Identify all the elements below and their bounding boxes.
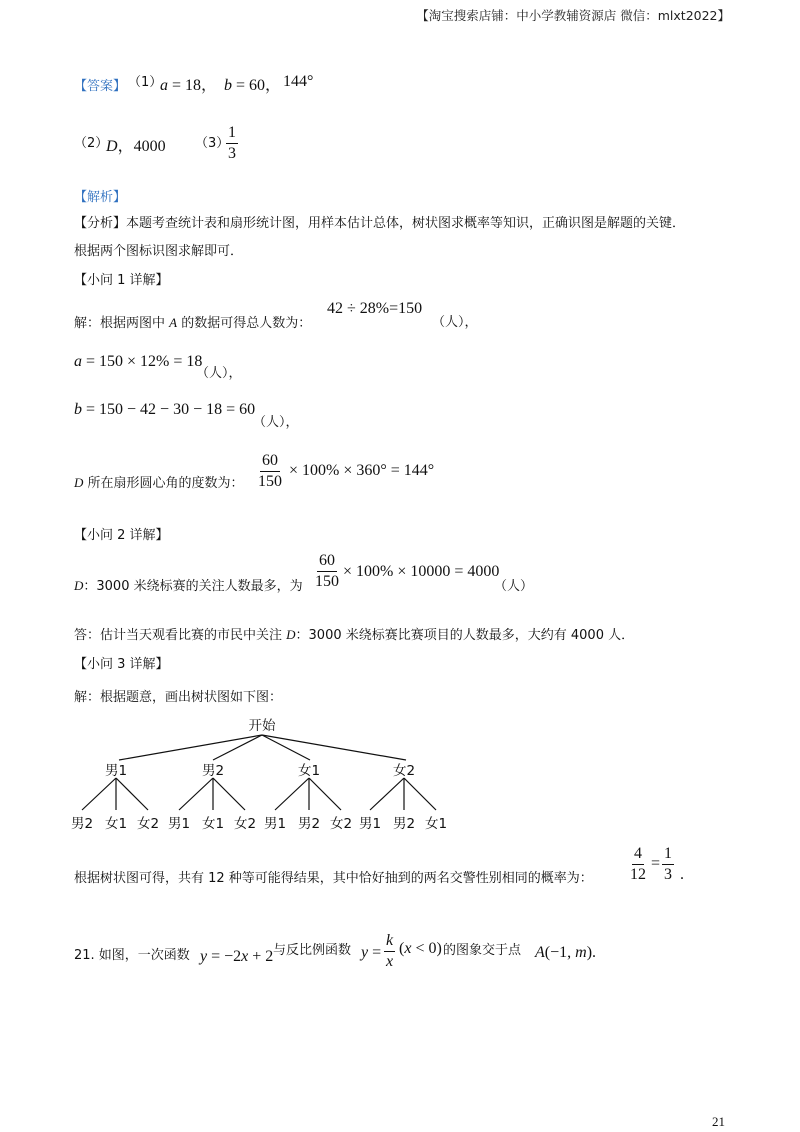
q2-conclusion: 答：估计当天观看比赛的市民中关注 D：3000 米绕标赛比赛项目的人数最多，大约有 4000 人． xyxy=(74,627,635,643)
q2-line-text: D：3000 米绕标赛的关注人数最多，为 xyxy=(74,578,303,594)
q1-line1-text: 解：根据两图中 A 的数据可得总人数为： xyxy=(74,315,312,331)
tree-l2-node: 男1 xyxy=(167,816,191,832)
tree-l1-node: 男1 xyxy=(104,763,128,779)
answer-part3-label: （3） xyxy=(195,136,230,151)
q1-heading: 【小问 1 详解】 xyxy=(74,273,169,288)
branch-2-1 xyxy=(179,778,213,810)
q3-equals: = xyxy=(651,855,661,872)
fraction-numerator: 1 xyxy=(662,845,674,865)
answer-part1-a: a = 18， xyxy=(160,77,218,94)
analysis-line1: 【分析】本题考查统计表和扇形统计图，用样本估计总体，树状图求概率等知识，正确识图是解题的关键． xyxy=(74,216,686,231)
q1-d-fraction xyxy=(256,452,284,491)
answer-part2-value: D，4000 xyxy=(106,138,166,155)
q1-total-formula: 42 ÷ 28%=150 xyxy=(327,300,423,317)
answer-part1-b: b = 60， xyxy=(224,77,282,94)
q3-period: . xyxy=(680,866,684,883)
fraction-numerator: 60 xyxy=(260,452,280,472)
branch-root-4 xyxy=(262,735,406,760)
tree-branches xyxy=(82,735,436,810)
branch-4-1 xyxy=(370,778,404,810)
q21-linear-function: y = −2x + 2 xyxy=(200,948,274,965)
branch-root-1 xyxy=(119,735,262,760)
branch-2-3 xyxy=(213,778,245,810)
tree-l2-node: 女2 xyxy=(136,816,160,832)
fraction-numerator: k xyxy=(384,932,395,952)
branch-3-1 xyxy=(275,778,309,810)
tree-l2-node: 男2 xyxy=(70,816,94,832)
tree-l1-node: 女1 xyxy=(297,763,321,779)
fraction-numerator: 1 xyxy=(226,124,238,144)
analysis-line2: 根据两个图标识图求解即可． xyxy=(74,244,244,259)
answer-part3-fraction xyxy=(226,124,238,163)
tree-l2-node: 女1 xyxy=(201,816,225,832)
fraction-numerator: 60 xyxy=(317,552,337,572)
q21-inverse-condition: (x < 0) xyxy=(399,940,442,957)
tree-root: 开始 xyxy=(248,718,276,734)
q21-mid: 与反比例函数 xyxy=(273,943,352,958)
fraction-denominator: 3 xyxy=(228,145,236,162)
fraction-numerator: 4 xyxy=(632,845,644,865)
tree-l2-node: 男2 xyxy=(297,816,321,832)
q1-unit-3: （人）， xyxy=(253,415,299,430)
fraction-denominator: 150 xyxy=(315,573,339,590)
fraction-denominator: x xyxy=(386,953,394,970)
branch-1-1 xyxy=(82,778,116,810)
tree-l1-node: 女2 xyxy=(392,763,416,779)
q2-unit: （人） xyxy=(494,579,534,594)
q3-result-fraction-1 xyxy=(628,845,648,884)
answer-tag: 【答案】 xyxy=(74,79,127,94)
tree-l2-node: 女2 xyxy=(233,816,257,832)
q2-heading: 【小问 2 详解】 xyxy=(74,528,169,543)
tree-l2-node: 女1 xyxy=(424,816,448,832)
q3-result-text: 根据树状图可得，共有 12 种等可能得结果，其中恰好抽到的两名交警性别相同的概率为： xyxy=(74,871,593,886)
q1-unit-2: （人）， xyxy=(196,366,242,381)
q21-inverse-fraction xyxy=(384,932,395,971)
page-header: 【淘宝搜索店铺：中小学教辅资源店 微信：mlxt2022】 xyxy=(416,8,730,23)
answer-part2-label: （2） xyxy=(74,136,109,151)
tree-diagram xyxy=(0,700,800,850)
q21-inverse-lhs: y = xyxy=(361,944,382,961)
answer-part1-label: （1） xyxy=(128,75,163,90)
q1-a-formula: a = 150 × 12% = 18 xyxy=(74,353,203,370)
q1-d-formula-rest: × 100% × 360° = 144° xyxy=(289,462,435,479)
q3-heading: 【小问 3 详解】 xyxy=(74,657,169,672)
fraction-denominator: 150 xyxy=(258,473,282,490)
q1-unit-1: （人）， xyxy=(432,315,478,330)
fraction-denominator: 12 xyxy=(630,866,646,883)
tree-l1-node: 男2 xyxy=(201,763,225,779)
q1-d-text: D 所在扇形圆心角的度数为： xyxy=(74,475,244,491)
tree-l2-node: 男1 xyxy=(263,816,287,832)
analysis-tag: 【解析】 xyxy=(74,190,127,205)
tree-l2-node: 女1 xyxy=(104,816,128,832)
fraction-denominator: 3 xyxy=(664,866,672,883)
q21-prefix: 21. 如图，一次函数 xyxy=(74,948,190,963)
tree-l2-node: 男1 xyxy=(358,816,382,832)
branch-4-3 xyxy=(404,778,436,810)
q21-period: . xyxy=(592,944,596,961)
branch-1-3 xyxy=(116,778,148,810)
q3-intro: 解：根据题意，画出树状图如下图： xyxy=(74,690,283,705)
branch-3-3 xyxy=(309,778,341,810)
q3-result-fraction-2 xyxy=(662,845,674,884)
q2-fraction xyxy=(313,552,341,591)
q21-suffix: 的图象交于点 xyxy=(443,943,522,958)
q21-point: A(−1, m) xyxy=(535,944,593,961)
tree-l2-node: 男2 xyxy=(392,816,416,832)
q2-formula-rest: × 100% × 10000 = 4000 xyxy=(343,563,500,580)
answer-part1-angle: 144° xyxy=(283,73,314,90)
page-number: 21 xyxy=(712,1114,725,1129)
tree-l2-node: 女2 xyxy=(329,816,353,832)
q1-b-formula: b = 150 − 42 − 30 − 18 = 60 xyxy=(74,401,256,418)
